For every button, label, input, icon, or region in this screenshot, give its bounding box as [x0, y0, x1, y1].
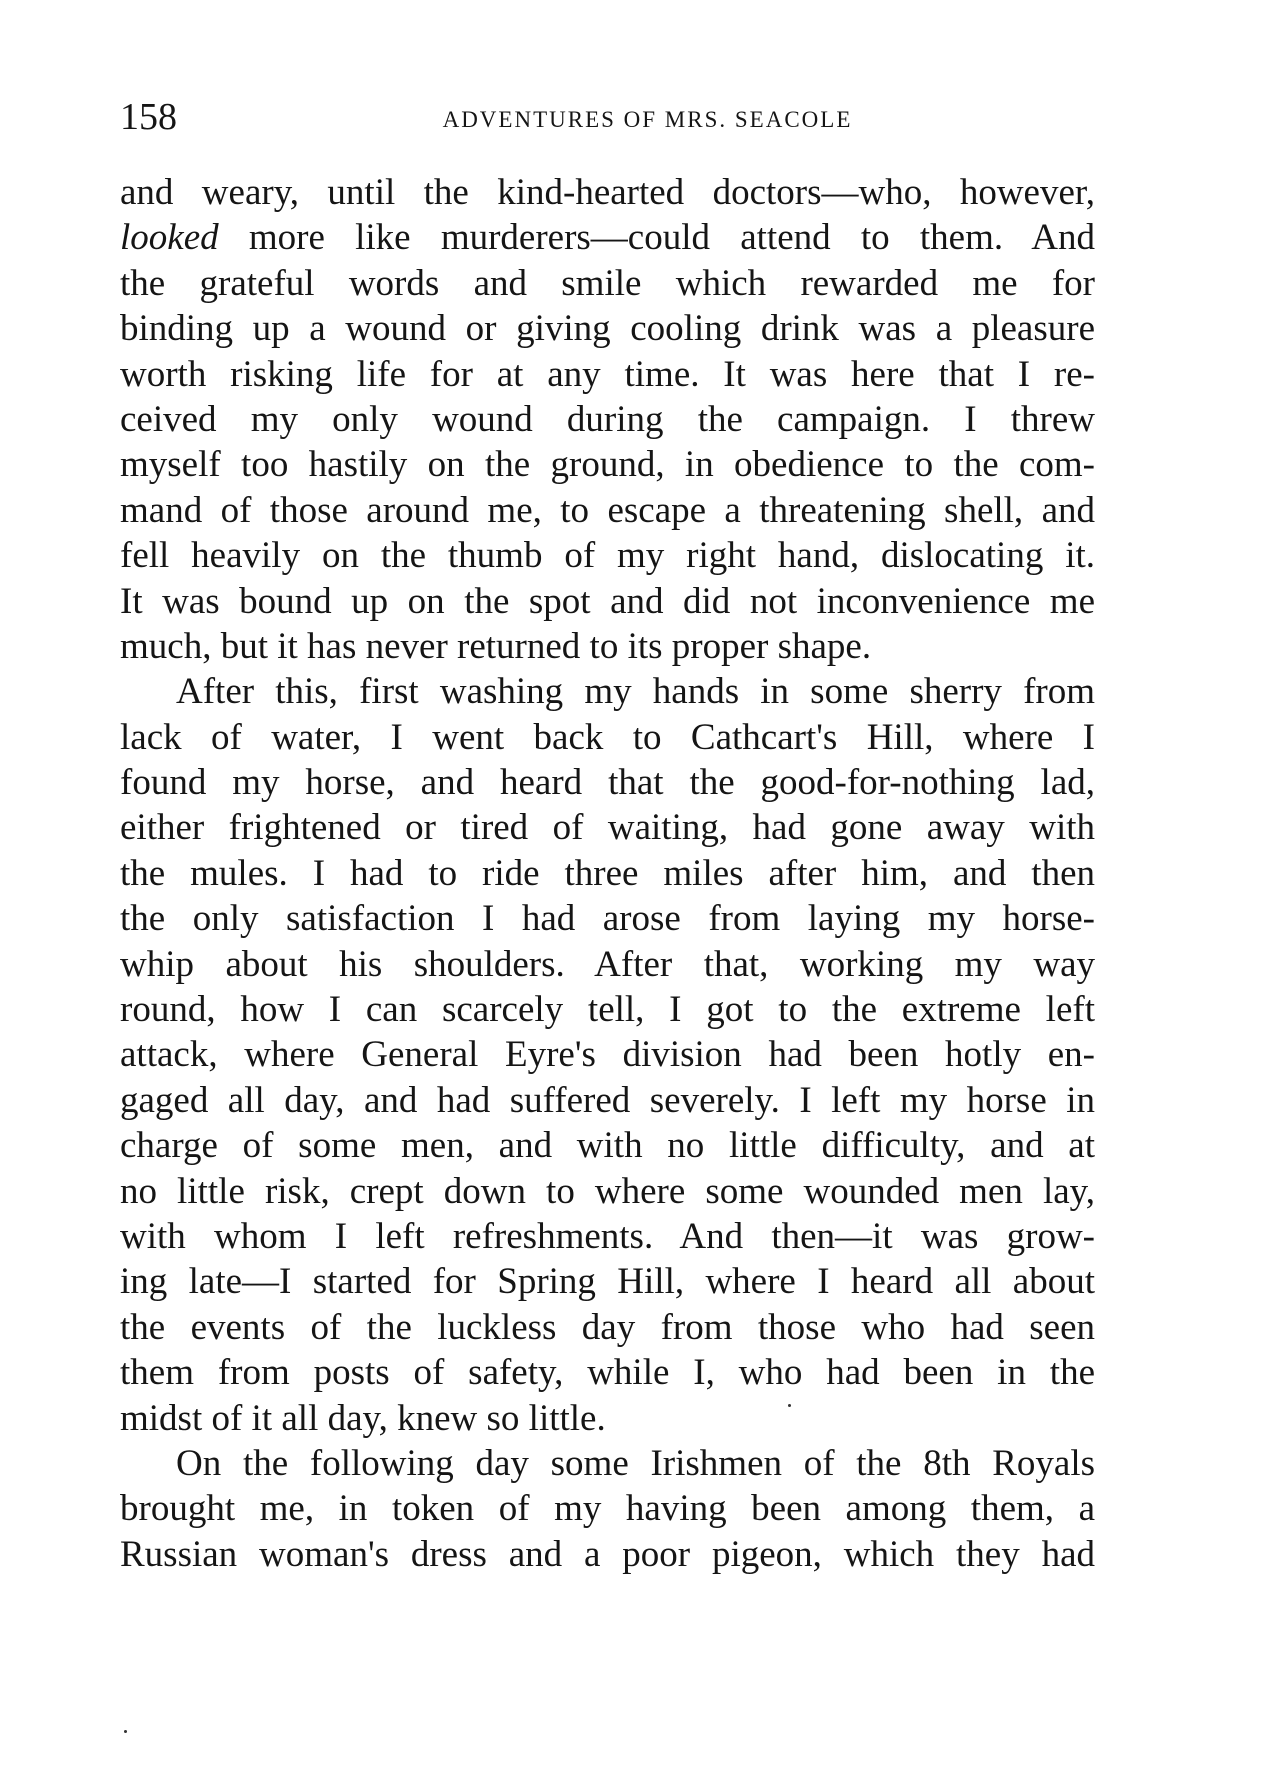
text-line: After this, first washing my hands in some sherry from [176, 671, 1095, 713]
text-line: and weary, until the kind-hearted doctors—who, however, [120, 172, 1095, 213]
body-text [120, 170, 1095, 1577]
running-title: ADVENTURES OF MRS. SEACOLE [442, 107, 853, 132]
text-line: mand of those around me, to escape a threatening shell, and [120, 489, 1095, 531]
text-line: attack, where General Eyre's division had been hotly en- [120, 1034, 1095, 1076]
text-line: fell heavily on the thumb of my right hand, dislocating it. [120, 535, 1095, 577]
emphasized-word: looked [120, 217, 219, 259]
text-line: much, but it has never returned to its proper shape. [120, 625, 872, 667]
text-line: On the following day some Irishmen of the 8th Royals [176, 1442, 1095, 1484]
text-line: the only satisfaction I had arose from laying my horse- [120, 898, 1095, 940]
text-line: midst of it all day, knew so little. [120, 1397, 606, 1439]
print-speck [124, 1730, 127, 1733]
text-line: ceived my only wound during the campaign. I threw [120, 398, 1095, 440]
text-line: the events of the luckless day from those who had seen [120, 1306, 1095, 1348]
print-speck [788, 1404, 791, 1407]
text-line: them from posts of safety, while I, who had been in the [120, 1352, 1095, 1394]
text-line: whip about his shoulders. After that, working my way [120, 943, 1095, 985]
paragraph-1 [120, 170, 1095, 669]
text-line: lack of water, I went back to Cathcart's Hill, where I [120, 716, 1095, 758]
text-line: ing late—I started for Spring Hill, where I heard all about [120, 1261, 1095, 1303]
text-line: with whom I left refreshments. And then—it was grow- [120, 1215, 1095, 1257]
text-line: the grateful words and smile which rewarded me for [120, 262, 1095, 304]
text-line: round, how I can scarcely tell, I got to the extreme left [120, 989, 1095, 1031]
paragraph-2 [120, 669, 1095, 1441]
text-line [120, 215, 1095, 260]
text-line: the mules. I had to ride three miles after him, and then [120, 852, 1095, 894]
text-line: either frightened or tired of waiting, had gone away with [120, 807, 1095, 849]
page-number: 158 [120, 96, 177, 138]
running-head [120, 92, 1095, 142]
text-line: It was bound up on the spot and did not inconvenience me [120, 580, 1095, 622]
text-line-rest: more like murderers—could attend to them. And [248, 217, 1096, 259]
text-line: worth risking life for at any time. It was here that I re- [120, 353, 1095, 395]
text-line: brought me, in token of my having been among them, a [120, 1488, 1095, 1530]
paragraph-3 [120, 1441, 1095, 1577]
text-line: charge of some men, and with no little difficulty, and at [120, 1125, 1095, 1167]
text-line: binding up a wound or giving cooling drink was a pleasure [120, 308, 1095, 350]
text-line: gaged all day, and had suffered severely. I left my horse in [120, 1079, 1095, 1121]
text-line: found my horse, and heard that the good-for-nothing lad, [120, 762, 1095, 804]
text-line: no little risk, crept down to where some wounded men lay, [120, 1170, 1095, 1212]
text-line: Russian woman's dress and a poor pigeon, which they had [120, 1533, 1095, 1575]
text-line: myself too hastily on the ground, in obedience to the com- [120, 444, 1095, 486]
